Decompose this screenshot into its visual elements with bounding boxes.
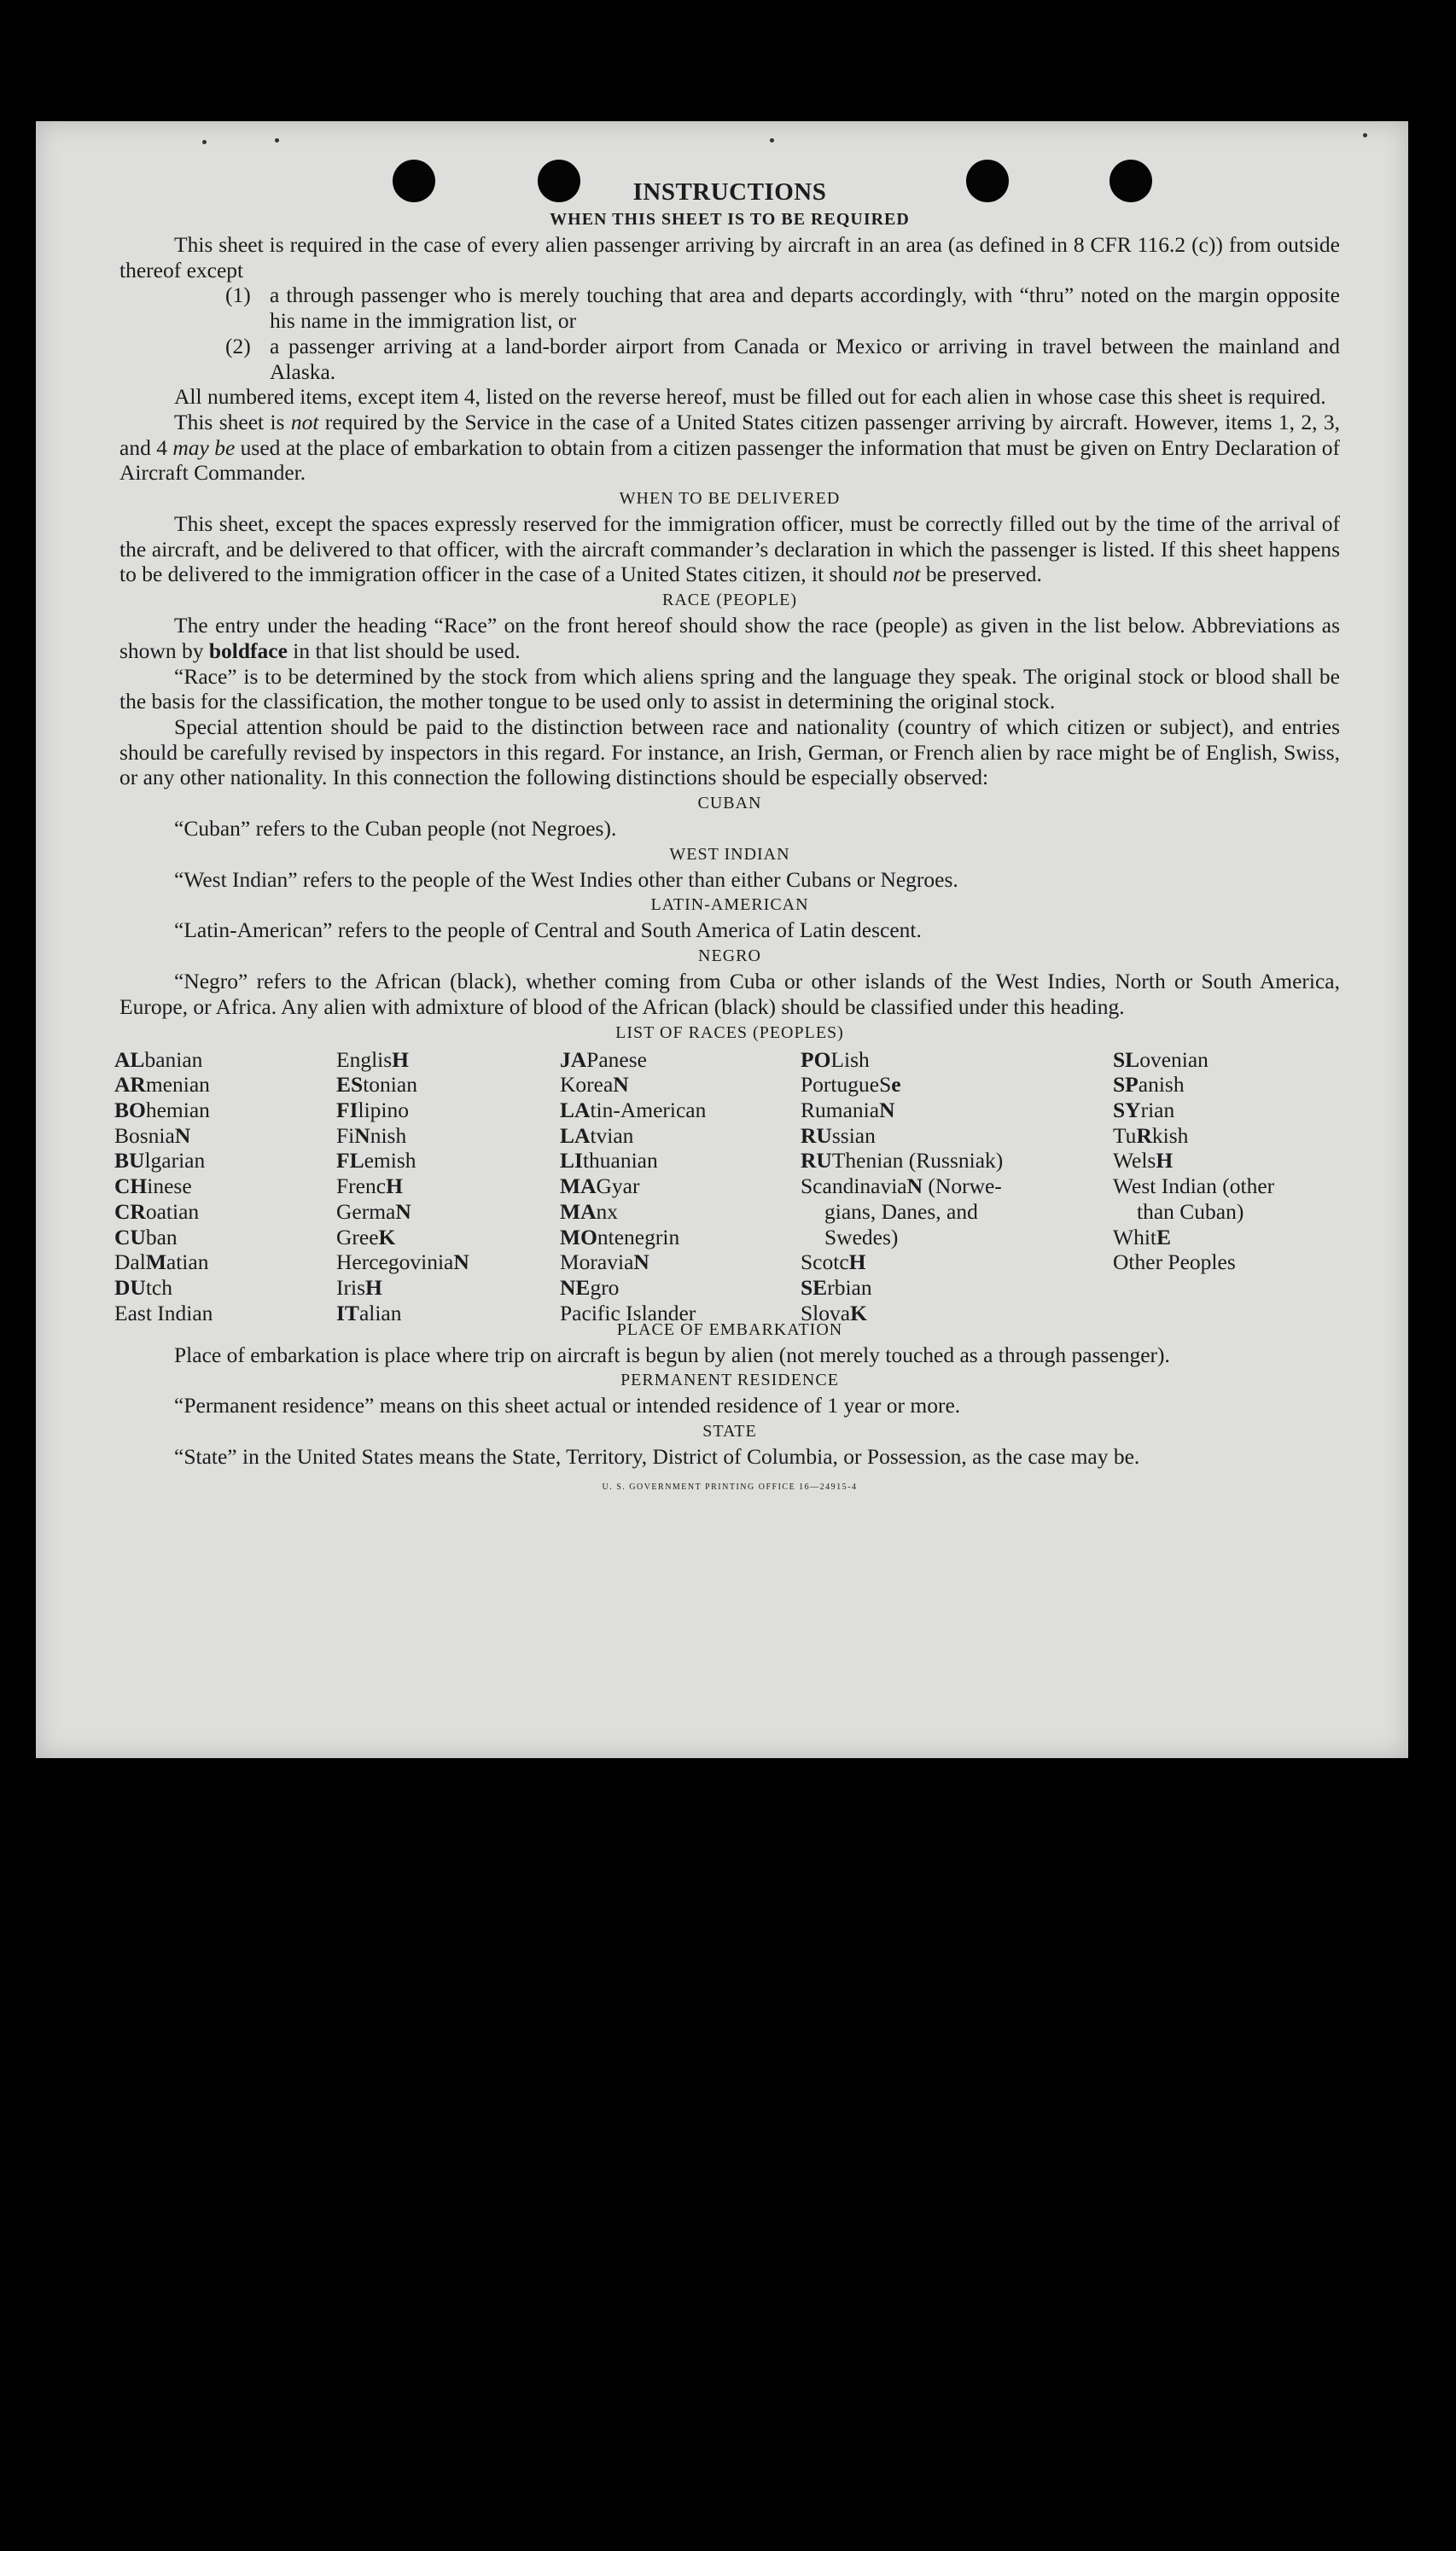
- heading-latin-american: LATIN-AMERICAN: [650, 895, 809, 915]
- race-entry: FIlipino: [336, 1097, 410, 1122]
- item-text: a passenger arriving at a land-border airport from Canada or Mexico or arriving in travel between the mainland and Alaska.: [270, 333, 1340, 384]
- race-entry: POLish: [801, 1046, 870, 1072]
- heading-permanent-residence: PERMANENT RESIDENCE: [620, 1371, 839, 1390]
- race-entry: WhitE: [1113, 1224, 1172, 1249]
- exception-item-1: [119, 282, 1340, 333]
- exception-item-2: [119, 334, 1340, 384]
- heading-when-required: WHEN THIS SHEET IS TO BE REQUIRED: [550, 210, 910, 229]
- paragraph: This sheet is not required by the Service in the case of a United States citizen passenger arriving by aircraft. However, items 1, 2, 3, and 4 may be used at the place of embarkation to obtain from a citizen passenger the information that must be given on Entry Declaration of Aircraft Commander.: [119, 409, 1340, 486]
- speck: [1363, 133, 1367, 137]
- item-text: a through passenger who is merely touching that area and departs accordingly, with “thru” noted on the margin opposite his name in the immigration list, or: [270, 282, 1340, 334]
- heading-negro: NEGRO: [698, 946, 761, 966]
- race-entry: ScandinaviaN (Norwe-: [801, 1174, 1002, 1199]
- paragraph: “Permanent residence” means on this sheet actual or intended residence of 1 year or more.: [174, 1393, 961, 1418]
- item-number: (2): [225, 333, 251, 358]
- paragraph: The entry under the heading “Race” on the front hereof should show the race (people) as given in the list below. Abbreviations as shown by boldface in that list should be used.: [119, 613, 1340, 663]
- race-entry: DUtch: [114, 1274, 172, 1300]
- item-number: (1): [225, 282, 251, 308]
- race-entry: WelsH: [1113, 1148, 1174, 1174]
- paragraph: This sheet, except the spaces expressly reserved for the immigration officer, must be correctly filled out by the time of the arrival of the aircraft, and be delivered to that officer, with the aircraft commander’s declaration in which the passenger is listed. If this sheet happens to be delivered to the immigration officer in the case of a United States citizen, it should not be preserved.: [119, 511, 1340, 587]
- race-column-2: [336, 1047, 469, 1326]
- heading-race: RACE (PEOPLE): [662, 591, 797, 610]
- race-entry: BOhemian: [114, 1097, 210, 1122]
- race-entry: EnglisH: [336, 1046, 410, 1072]
- document-title: INSTRUCTIONS: [632, 178, 827, 206]
- paragraph: “Cuban” refers to the Cuban people (not Negroes).: [174, 816, 617, 842]
- race-entry: MAnx: [560, 1198, 618, 1224]
- race-entry: HercegoviniaN: [336, 1249, 469, 1275]
- race-entry: CRoatian: [114, 1198, 200, 1224]
- speck: [202, 140, 207, 144]
- race-entry: BosniaN: [114, 1122, 191, 1148]
- race-entry: Other Peoples: [1113, 1249, 1236, 1275]
- race-entry: SlovaK: [801, 1300, 867, 1325]
- race-entry: NEgro: [560, 1274, 620, 1300]
- race-entry: SLovenian: [1113, 1046, 1208, 1072]
- race-entry: LIthuanian: [560, 1148, 658, 1174]
- race-column-4: [801, 1047, 1048, 1326]
- heading-cuban: CUBAN: [697, 794, 762, 813]
- race-entry: East Indian: [114, 1300, 213, 1325]
- race-entry: SPanish: [1113, 1072, 1185, 1098]
- race-column-1: [114, 1047, 213, 1326]
- heading-place-of-embarkation: PLACE OF EMBARKATION: [616, 1319, 843, 1339]
- race-entry: ITalian: [336, 1300, 402, 1325]
- race-column-3: [560, 1047, 706, 1326]
- race-entry: RumaniaN: [801, 1097, 895, 1122]
- race-entry: GermaN: [336, 1198, 411, 1224]
- paragraph: Place of embarkation is place where trip on aircraft is begun by alien (not merely touched as a through passenger).: [174, 1342, 1170, 1367]
- race-list: [114, 1046, 1340, 1325]
- document-body: [114, 178, 1340, 1500]
- race-entry: MAGyar: [560, 1174, 640, 1199]
- race-entry: JAPanese: [560, 1046, 647, 1072]
- race-entry: SErbian: [801, 1274, 872, 1300]
- race-entry: CUban: [114, 1224, 178, 1249]
- printing-office-imprint: U. S. GOVERNMENT PRINTING OFFICE 16—24915-4: [602, 1482, 858, 1492]
- race-entry: LAtvian: [560, 1122, 634, 1148]
- speck: [770, 138, 774, 143]
- race-entry: MoraviaN: [560, 1249, 649, 1275]
- race-entry: DalMatian: [114, 1249, 209, 1275]
- paragraph: All numbered items, except item 4, listed on the reverse hereof, must be filled out for each alien in whose case this sheet is required.: [174, 384, 1326, 410]
- paragraph: “Latin-American” refers to the people of Central and South America of Latin descent.: [174, 917, 922, 943]
- race-entry: CHinese: [114, 1174, 192, 1199]
- race-entry: West Indian (other: [1113, 1174, 1275, 1199]
- paragraph: “State” in the United States means the State, Territory, District of Columbia, or Possession, as the case may be.: [174, 1443, 1140, 1469]
- race-entry: RUThenian (Russniak): [801, 1148, 1004, 1174]
- race-entry: GreeK: [336, 1224, 396, 1249]
- race-entry: SYrian: [1113, 1097, 1175, 1122]
- paragraph: “West Indian” refers to the people of the West Indies other than either Cubans or Negroes.: [174, 866, 958, 892]
- race-entry: BUlgarian: [114, 1148, 206, 1174]
- race-entry: FrencH: [336, 1174, 403, 1199]
- paragraph: “Negro” refers to the African (black), whether coming from Cuba or other islands of the West Indies, North or South America, Europe, or Africa. Any alien with admixture of blood of the African (black) should be classified under this heading.: [119, 969, 1340, 1019]
- heading-list-of-races: LIST OF RACES (PEOPLES): [615, 1022, 844, 1042]
- race-entry: RUssian: [801, 1122, 876, 1148]
- race-entry: EStonian: [336, 1072, 417, 1098]
- race-entry: KoreaN: [560, 1072, 629, 1098]
- paragraph: Special attention should be paid to the distinction between race and nationality (country of which citizen or subject), and entries should be carefully revised by inspectors in this regard. For instance, an Irish, German, or French alien by race might be of English, Swiss, or any other nationality. In this connection the following distinctions should be especially observed:: [119, 713, 1340, 790]
- race-entry: IrisH: [336, 1274, 382, 1300]
- race-entry: ALbanian: [114, 1046, 203, 1072]
- speck: [275, 138, 279, 143]
- race-entry: Swedes): [824, 1224, 899, 1249]
- race-entry: ARmenian: [114, 1072, 210, 1098]
- paragraph: This sheet is required in the case of every alien passenger arriving by aircraft in an area (as defined in 8 CFR 116.2 (c)) from outside thereof except: [119, 232, 1340, 282]
- race-entry: MOntenegrin: [560, 1224, 680, 1249]
- race-entry: ScotcH: [801, 1249, 866, 1275]
- document-sheet: [36, 121, 1408, 1758]
- race-column-5: [1113, 1047, 1274, 1275]
- race-entry: FLemish: [336, 1148, 416, 1174]
- paragraph: “Race” is to be determined by the stock from which aliens spring and the language they speak. The original stock or blood shall be the basis for the classification, the mother tongue to be used only to assist in determining the original stock.: [119, 663, 1340, 714]
- race-entry: than Cuban): [1137, 1198, 1244, 1224]
- race-entry: LAtin-American: [560, 1097, 707, 1122]
- race-entry: gians, Danes, and: [824, 1198, 978, 1224]
- heading-west-indian: WEST INDIAN: [669, 844, 790, 864]
- race-entry: Pacific Islander: [560, 1300, 696, 1325]
- race-entry: TuRkish: [1113, 1122, 1189, 1148]
- heading-state: STATE: [702, 1421, 757, 1441]
- race-entry: FiNnish: [336, 1122, 407, 1148]
- race-entry: PortugueSe: [801, 1072, 901, 1098]
- heading-when-delivered: WHEN TO BE DELIVERED: [619, 489, 841, 509]
